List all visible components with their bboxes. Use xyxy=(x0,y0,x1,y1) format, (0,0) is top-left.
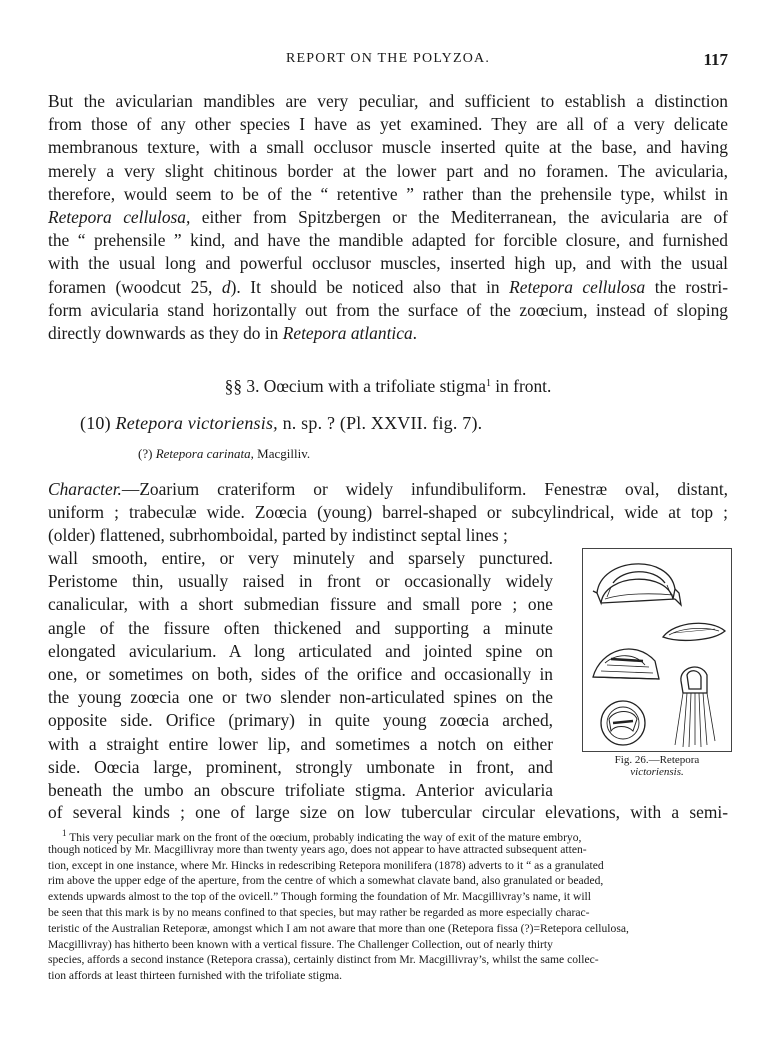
section-heading-text: §§ 3. Oœcium with a trifoliate stigma xyxy=(224,376,486,396)
page-number: 117 xyxy=(703,50,728,69)
arched-orifice-drawing xyxy=(597,564,675,603)
text-line: therefore, would seem to be of the “ retentive ” rather than the prehensile type, whilst in xyxy=(48,183,728,204)
footnote-line: Macgillivray) has hitherto been known with a vertical fissure. The Challenger Collection, out of nearly thirty xyxy=(48,937,553,951)
species-reference: n. sp. ? (Pl. XXVII. fig. 7). xyxy=(277,413,483,433)
text-line: from those of any other species I have as yet examined. They are all of a very delicate xyxy=(48,114,728,135)
text-line xyxy=(48,478,728,501)
character-paragraph-tail xyxy=(48,801,728,824)
text-line: the young zoœcia one or two slender non-articulated spines on the xyxy=(48,687,553,708)
running-header xyxy=(48,50,728,70)
text-line: Peristome thin, usually raised in front or occasionally widely xyxy=(48,571,553,592)
species-number: (10) xyxy=(80,413,116,433)
footnote-line: teristic of the Australian Reteporæ, amongst which I am not aware that more than one (Retepora fissa (?)=Retepora cellulosa, xyxy=(48,921,629,935)
italic-letter: d xyxy=(221,276,231,297)
footnote-line: species, affords a second instance (Retepora crassa), certainly distinct from Mr. Macgillivray’s, whilst the same collec- xyxy=(48,953,599,967)
text-fragment: —Zoarium crateriform or widely infundibuliform. Fenestræ oval, distant, xyxy=(121,479,728,499)
italic-species-name: Retepora atlantica xyxy=(282,322,413,343)
text-line: membranous texture, with a small occlusor muscle inserted quite at the base, and having xyxy=(48,137,728,158)
header-title: REPORT ON THE POLYZOA. xyxy=(285,51,491,66)
figure-caption xyxy=(582,754,732,778)
text-line: form avicularia stand horizontally out from the surface of the zoœcium, instead of sloping xyxy=(48,299,728,320)
footnote-line: tion affords at least thirteen furnished with the trifoliate stigma. xyxy=(48,969,343,983)
text-line: (older) flattened, subrhomboidal, parted by indistinct septal lines ; xyxy=(48,525,508,546)
character-paragraph-narrow xyxy=(48,547,553,802)
footnote-line: rim above the upper edge of the aperture, from the centre of which a somewhat clavate band, also granulated or beaded, xyxy=(48,874,604,888)
section-heading-tail: in front. xyxy=(490,376,552,396)
text-line: with the usual long and powerful occlusor muscles, inserted high up, and with the usual xyxy=(48,253,728,274)
italic-species: cellulosa, xyxy=(123,206,191,227)
text-fragment: foramen (woodcut 25, xyxy=(48,276,222,297)
synonym-prefix: (?) xyxy=(138,446,156,461)
species-name: Retepora victoriensis, xyxy=(115,413,278,433)
text-line: But the avicularian mandibles are very peculiar, and sufficient to establish a distinction xyxy=(48,91,728,111)
species-synonym xyxy=(138,446,310,462)
section-heading xyxy=(48,376,728,397)
text-line: merely a very slight chitinous border at the lower part and no foramen. The avicularia, xyxy=(48,160,728,181)
text-fragment: This very peculiar mark on the front of the oœcium, probably indicating the way of exit of the mature embryo, xyxy=(69,831,582,844)
character-paragraph-top xyxy=(48,478,728,548)
footnotes xyxy=(48,826,728,984)
text-line: elongated avicularium. A long articulated and jointed spine on xyxy=(48,640,553,661)
text-line xyxy=(48,276,728,299)
caption-line: victoriensis. xyxy=(630,766,684,778)
figure-woodcut xyxy=(582,548,732,752)
text-line: opposite side. Orifice (primary) in quite young zoœcia arched, xyxy=(48,710,553,731)
text-line: uniform ; trabeculæ wide. Zoœcia (young) barrel-shaped or subcylindrical, wide at top ; xyxy=(48,502,728,523)
text-fragment: either from Spitzbergen or the Mediterranean, the avicularia are of xyxy=(201,206,728,227)
synonym-name: Retepora carinata, xyxy=(155,446,254,461)
footnote-line: though noticed by Mr. Macgillivray more than twenty years ago, does not appear to have attracted subsequent atten- xyxy=(48,842,587,856)
text-line: the “ prehensile ” kind, and have the mandible adapted for forcible closure, and furnished xyxy=(48,230,728,251)
character-label: Character. xyxy=(48,479,122,499)
footnote-line: extends upwards almost to the top of the ovicell.” Though forming the foundation of Mr. Macgillivray’s name, it will xyxy=(48,890,591,904)
text-fragment: . xyxy=(412,322,418,343)
footnote-line: tion, except in one instance, where Mr. Hincks in redescribing Retepora monilifera (1878) adverts to it “ as a granulated xyxy=(48,858,604,872)
footnote-line: be seen that this mark is by no means confined to that species, but may rather be regarded as more especially charac- xyxy=(48,905,590,919)
text-line: side. Oœcia large, prominent, strongly umbonate in front, and xyxy=(48,756,553,777)
mandible-drawing xyxy=(663,623,725,640)
text-line: beneath the umbo an obscure trifoliate stigma. Anterior avicularia xyxy=(48,779,553,800)
large-avicularium-drawing xyxy=(593,649,659,679)
footnote-line xyxy=(48,826,728,842)
footnote-mark: 1 xyxy=(62,828,67,838)
text-line: canalicular, with a short submedian fissure and small pore ; one xyxy=(48,594,553,615)
text-line: with a straight entire lower lip, and sometimes a notch on either xyxy=(48,733,553,754)
text-fragment: ). It should be noticed also that in xyxy=(230,276,510,297)
italic-species-name: Retepora cellulosa xyxy=(509,276,646,297)
text-line: angle of the fissure often thickened and supporting a minute xyxy=(48,617,553,638)
italic-genus: Retepora xyxy=(48,206,112,227)
footnote-reference: 1 xyxy=(485,378,491,389)
text-line: one, or sometimes on both, sides of the orifice and occasionally in xyxy=(48,663,553,684)
text-line: of several kinds ; one of large size on low tubercular circular elevations, with a semi- xyxy=(48,802,728,822)
species-heading xyxy=(80,413,482,434)
synonym-author: Macgilliv. xyxy=(253,446,311,461)
text-line xyxy=(48,322,728,345)
text-line: wall smooth, entire, or very minutely and sparsely punctured. xyxy=(48,548,553,568)
paragraph-avicularian-mandibles xyxy=(48,90,728,345)
caption-line: Fig. 26.—Retepora xyxy=(614,754,700,766)
figure-illustration xyxy=(583,549,731,751)
text-fragment: directly downwards as they do in xyxy=(48,322,283,343)
text-fragment: the rostri- xyxy=(645,276,728,297)
text-line xyxy=(48,206,728,229)
